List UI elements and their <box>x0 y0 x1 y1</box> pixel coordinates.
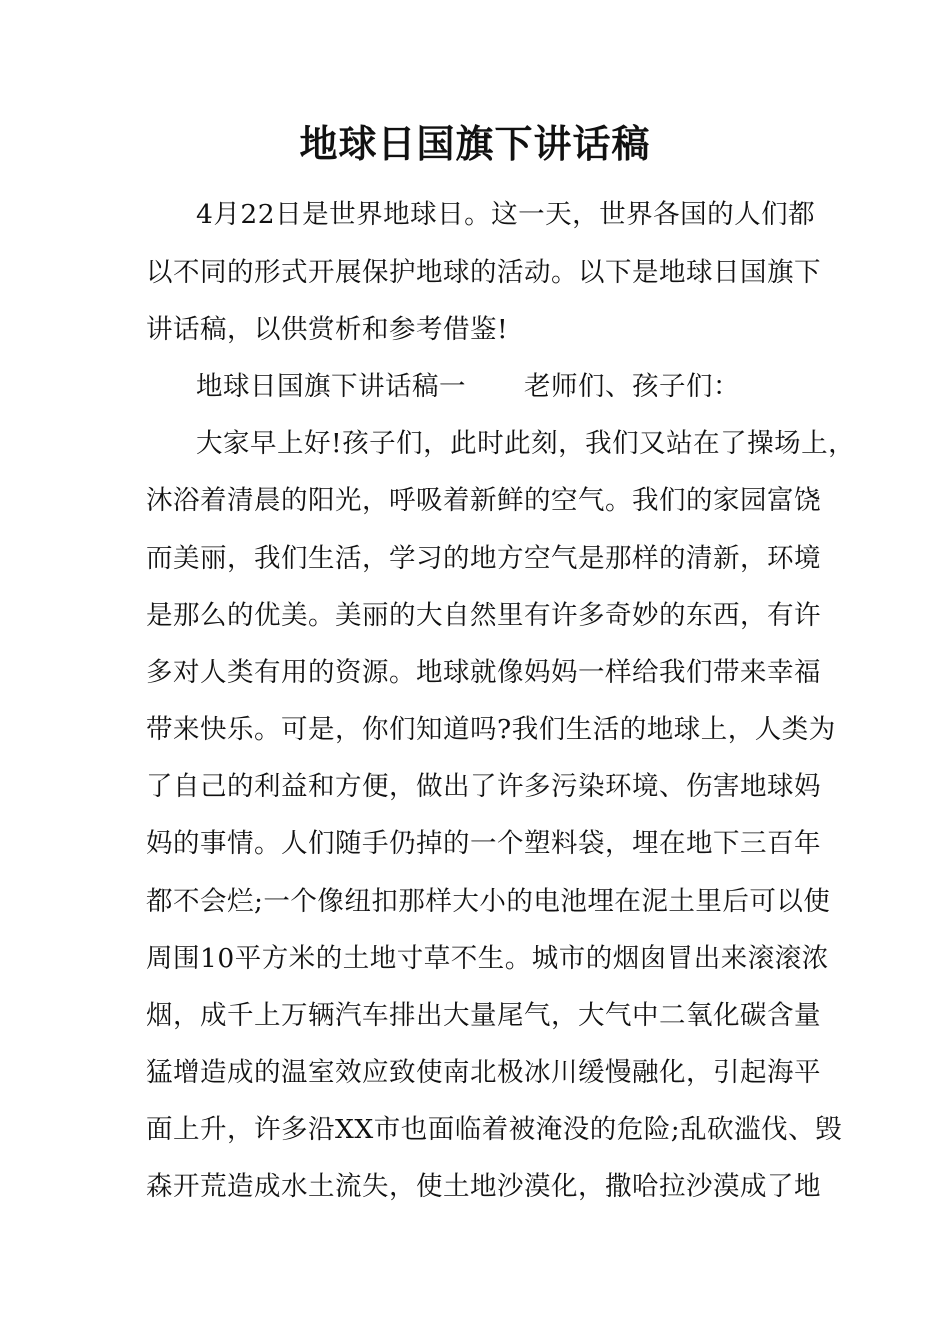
intro-line-3: 讲话稿，以供赏析和参考借鉴! <box>146 314 509 345</box>
body-line-5: 多对人类有用的资源。地球就像妈妈一样给我们带来幸福 <box>146 657 821 688</box>
intro-line-2: 以不同的形式开展保护地球的活动。以下是地球日国旗下 <box>146 257 821 288</box>
body-line-6: 带来快乐。可是，你们知道吗?我们生活的地球上，人类为 <box>146 714 836 745</box>
body-line-12: 猛增造成的温室效应致使南北极冰川缓慢融化，引起海平 <box>146 1057 821 1088</box>
body-line-10: 周围10平方米的土地寸草不生。城市的烟囱冒出来滚滚浓 <box>146 943 829 974</box>
section-heading: 地球日国旗下讲话稿一 <box>196 371 466 402</box>
salutation: 老师们、孩子们： <box>524 371 740 402</box>
body-line-9: 都不会烂;一个像纽扣那样大小的电池埋在泥土里后可以使 <box>146 886 831 917</box>
body-line-14: 森开荒造成水土流失，使土地沙漠化，撒哈拉沙漠成了地 <box>146 1171 821 1202</box>
body-line-4: 是那么的优美。美丽的大自然里有许多奇妙的东西，有许 <box>146 600 821 631</box>
section-heading-line <box>196 369 740 405</box>
body-line-8: 妈的事情。人们随手仍掉的一个塑料袋，埋在地下三百年 <box>146 828 821 859</box>
document-title: 地球日国旗下讲话稿 <box>299 121 651 166</box>
body-line-7: 了自己的利益和方便，做出了许多污染环境、伤害地球妈 <box>146 771 821 802</box>
intro-line-1: 4月22日是世界地球日。这一天，世界各国的人们都 <box>196 199 816 230</box>
body-line-1: 大家早上好!孩子们，此时此刻，我们又站在了操场上， <box>196 428 856 459</box>
body-line-13: 面上升，许多沿XX市也面临着被淹没的危险;乱砍滥伐、毁 <box>146 1114 843 1145</box>
body-line-3: 而美丽，我们生活，学习的地方空气是那样的清新，环境 <box>146 543 821 574</box>
body-line-2: 沐浴着清晨的阳光，呼吸着新鲜的空气。我们的家园富饶 <box>146 485 821 516</box>
body-line-11: 烟，成千上万辆汽车排出大量尾气，大气中二氧化碳含量 <box>146 1000 821 1031</box>
